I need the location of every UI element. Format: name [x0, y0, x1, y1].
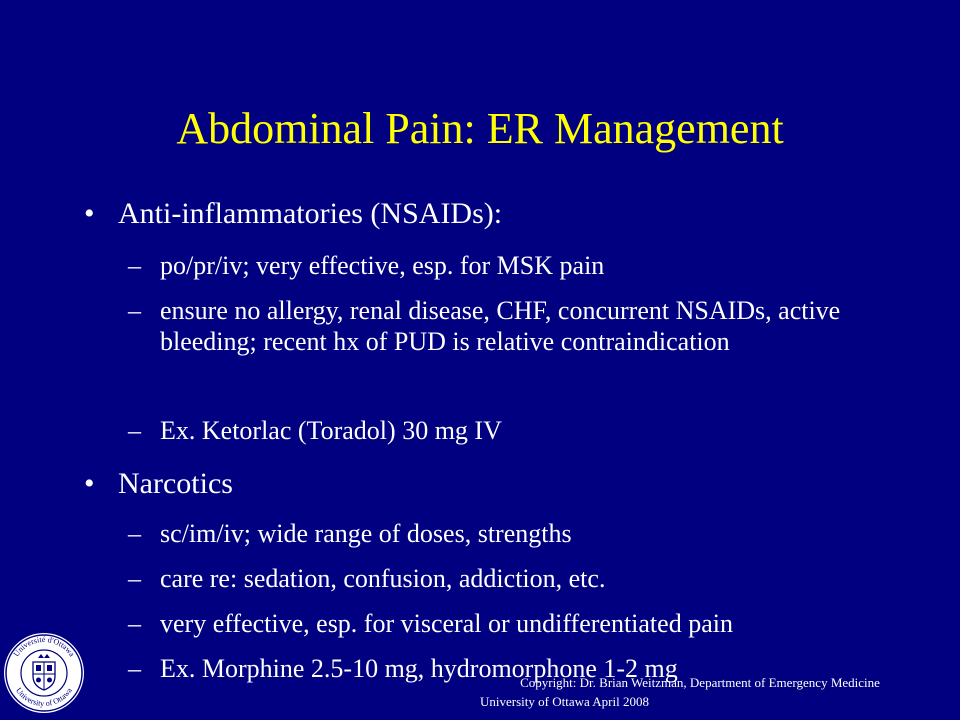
bullet-icon: • — [84, 467, 95, 500]
dash-icon: – — [128, 251, 141, 280]
dash-icon: – — [128, 519, 141, 548]
sub-bullet-text: very effective, esp. for visceral or undifferentiated pain — [160, 609, 733, 638]
dash-icon: – — [128, 654, 141, 683]
dash-icon: – — [128, 564, 141, 593]
bullet-text: Narcotics — [118, 467, 233, 500]
university-of-ottawa-seal-icon — [3, 632, 85, 714]
seal-text-top: Université d'Ottawa — [11, 634, 77, 659]
dash-icon: – — [128, 416, 141, 445]
footer — [440, 673, 960, 711]
dash-icon: – — [128, 609, 141, 638]
dash-icon: – — [128, 296, 141, 325]
sub-bullet-text: Ex. Morphine 2.5-10 mg, hydromorphone 1-2 mg — [160, 654, 678, 683]
sub-bullet-text: po/pr/iv; very effective, esp. for MSK pain — [160, 251, 605, 280]
bullet-icon: • — [84, 197, 95, 230]
slide-title: Abdominal Pain: ER Management — [176, 104, 784, 153]
sub-bullet-text: Ex. Ketorlac (Toradol) 30 mg IV — [160, 416, 502, 445]
copyright-text: Copyright: Dr. Brian Weitzman, Department of Emergency Medicine — [520, 675, 880, 690]
sub-bullet-text: sc/im/iv; wide range of doses, strengths — [160, 519, 572, 548]
seal-text-bottom: University of Ottawa — [14, 686, 74, 709]
institution-text: University of Ottawa April 2008 — [480, 694, 649, 709]
sub-bullet-text: care re: sedation, confusion, addiction, etc. — [160, 564, 606, 593]
bullet-text: Anti-inflammatories (NSAIDs): — [118, 197, 503, 230]
sub-bullet-text: ensure no allergy, renal disease, CHF, concurrent NSAIDs, active bleeding; recent hx of PUD is relative contraindication — [160, 296, 841, 356]
